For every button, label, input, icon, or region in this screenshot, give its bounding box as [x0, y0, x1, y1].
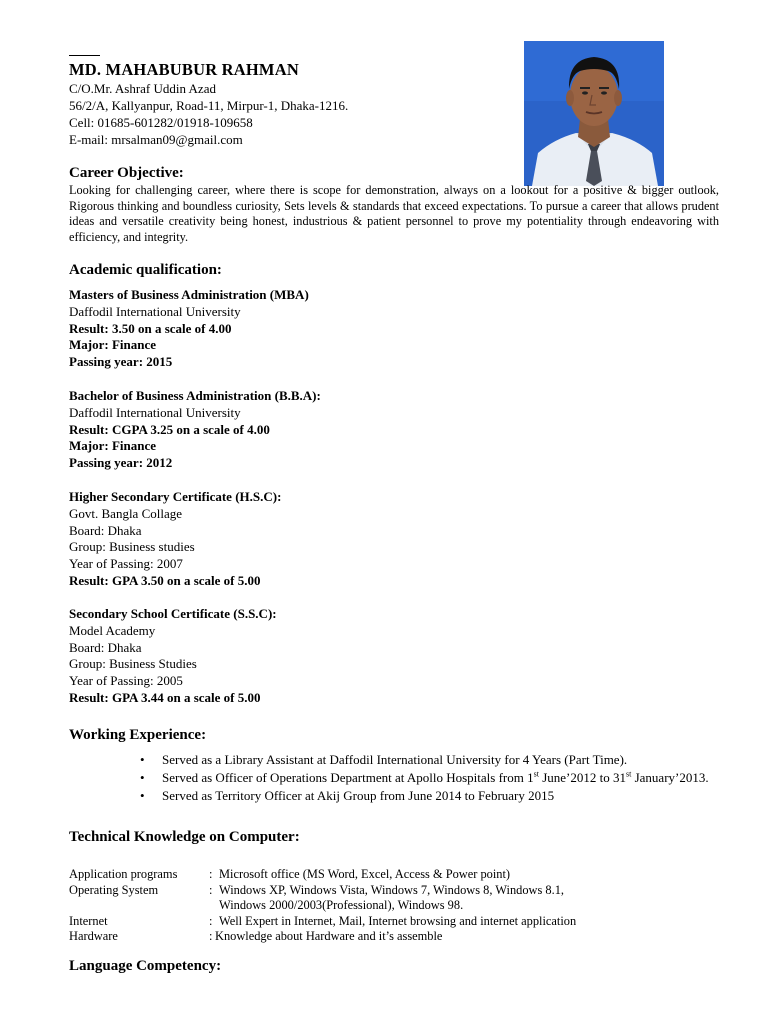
hsc-title: Higher Secondary Certificate (H.S.C): [69, 489, 282, 504]
bullet-icon: • [140, 788, 145, 803]
mba-result: Result: 3.50 on a scale of 4.00 [69, 320, 232, 336]
tech-value: Well Expert in Internet, Mail, Internet browsing and internet application [219, 913, 577, 928]
ssc-result: Result: GPA 3.44 on a scale of 5.00 [69, 689, 261, 705]
bba-result: Result: CGPA 3.25 on a scale of 4.00 [69, 421, 270, 437]
ordinal-suffix: st [533, 769, 539, 779]
tech-key: Hardware [69, 929, 118, 944]
tech-colon: : [209, 913, 213, 928]
ssc-block [69, 606, 277, 707]
tech-key: Internet [69, 913, 108, 928]
tech-key: Application programs [69, 867, 178, 881]
mba-major: Major: Finance [69, 337, 157, 353]
care-of-line: C/O.Mr. Ashraf Uddin Azad [69, 81, 216, 96]
profile-photo [524, 41, 664, 186]
bullet-icon: • [140, 752, 145, 767]
mba-year: Passing year: 2015 [69, 354, 173, 370]
tech-colon: : [209, 929, 213, 944]
ordinal-suffix: st [626, 769, 632, 779]
academic-heading: Academic qualification: [69, 262, 222, 278]
contact-block [69, 80, 348, 148]
work-item-apollo-a: Served as Officer of Operations Department at Apollo Hospitals from 1 [162, 770, 534, 785]
career-objective-heading: Career Objective: [69, 165, 184, 181]
mba-institution: Daffodil International University [69, 303, 241, 319]
phone-line: Cell: 01685-601282/01918-109658 [69, 115, 253, 130]
list-item [140, 751, 720, 768]
hsc-block [69, 489, 281, 590]
top-rule [69, 55, 100, 56]
tech-colon: : [209, 867, 213, 881]
hsc-year: Year of Passing: 2007 [69, 556, 183, 572]
work-list [140, 751, 720, 805]
tech-value: Microsoft office (MS Word, Excel, Access & Power point) [219, 867, 511, 881]
ssc-board: Board: Dhaka [69, 639, 142, 655]
working-experience-heading: Working Experience: [69, 727, 207, 743]
hsc-institution: Govt. Bangla Collage [69, 505, 183, 521]
work-item-apollo-b: June’2012 to 31 [538, 770, 626, 785]
bba-year: Passing year: 2012 [69, 455, 173, 471]
bba-block [69, 388, 321, 472]
tech-colon: : [209, 882, 213, 897]
bba-title: Bachelor of Business Administration (B.B.A): [69, 388, 321, 403]
address-line: 56/2/A, Kallyanpur, Road-11, Mirpur-1, Dhaka-1216. [69, 98, 349, 113]
hsc-group: Group: Business studies [69, 539, 195, 555]
tech-value: Windows XP, Windows Vista, Windows 7, Windows 8, Windows 8.1, Windows 2000/2003(Professional), Windows 98. [219, 882, 564, 913]
candidate-name: MD. MAHABUBUR RAHMAN [69, 60, 299, 79]
bba-major: Major: Finance [69, 438, 157, 454]
list-item [140, 769, 720, 786]
ssc-group: Group: Business Studies [69, 656, 197, 672]
ssc-institution: Model Academy [69, 622, 156, 638]
bullet-icon: • [140, 770, 145, 785]
bba-institution: Daffodil International University [69, 404, 241, 420]
hsc-result: Result: GPA 3.50 on a scale of 5.00 [69, 572, 261, 588]
work-item-library: Served as a Library Assistant at Daffodil International University for 4 Years (Part Time). [162, 752, 628, 767]
technical-knowledge-heading: Technical Knowledge on Computer: [69, 829, 300, 845]
ssc-year: Year of Passing: 2005 [69, 673, 183, 689]
work-item-apollo-c: January’2013. [631, 770, 709, 785]
tech-key: Operating System [69, 882, 159, 897]
list-item [140, 787, 720, 804]
hsc-board: Board: Dhaka [69, 522, 142, 538]
tech-value: Knowledge about Hardware and it’s assemble [215, 929, 443, 944]
ssc-title: Secondary School Certificate (S.S.C): [69, 606, 277, 621]
mba-block [69, 287, 309, 371]
work-item-akij: Served as Territory Officer at Akij Group from June 2014 to February 2015 [162, 788, 555, 803]
mba-title: Masters of Business Administration (MBA) [69, 287, 309, 302]
email-line: E-mail: mrsalman09@gmail.com [69, 132, 243, 147]
language-competency-heading: Language Competency: [69, 958, 222, 974]
career-objective-text: Looking for challenging career, where there is scope for demonstration, always on a lookout for a positive & bigger outlook, Rigorous thinking and boundless curiosity, Sets levels & standards that exceed expectations. To pursue a career that allows prudent ideas and versatile creativity being honest, industrious & patient personnel to prove my potentiality through endeavoring with efficiency, and integrity. [69, 183, 719, 244]
